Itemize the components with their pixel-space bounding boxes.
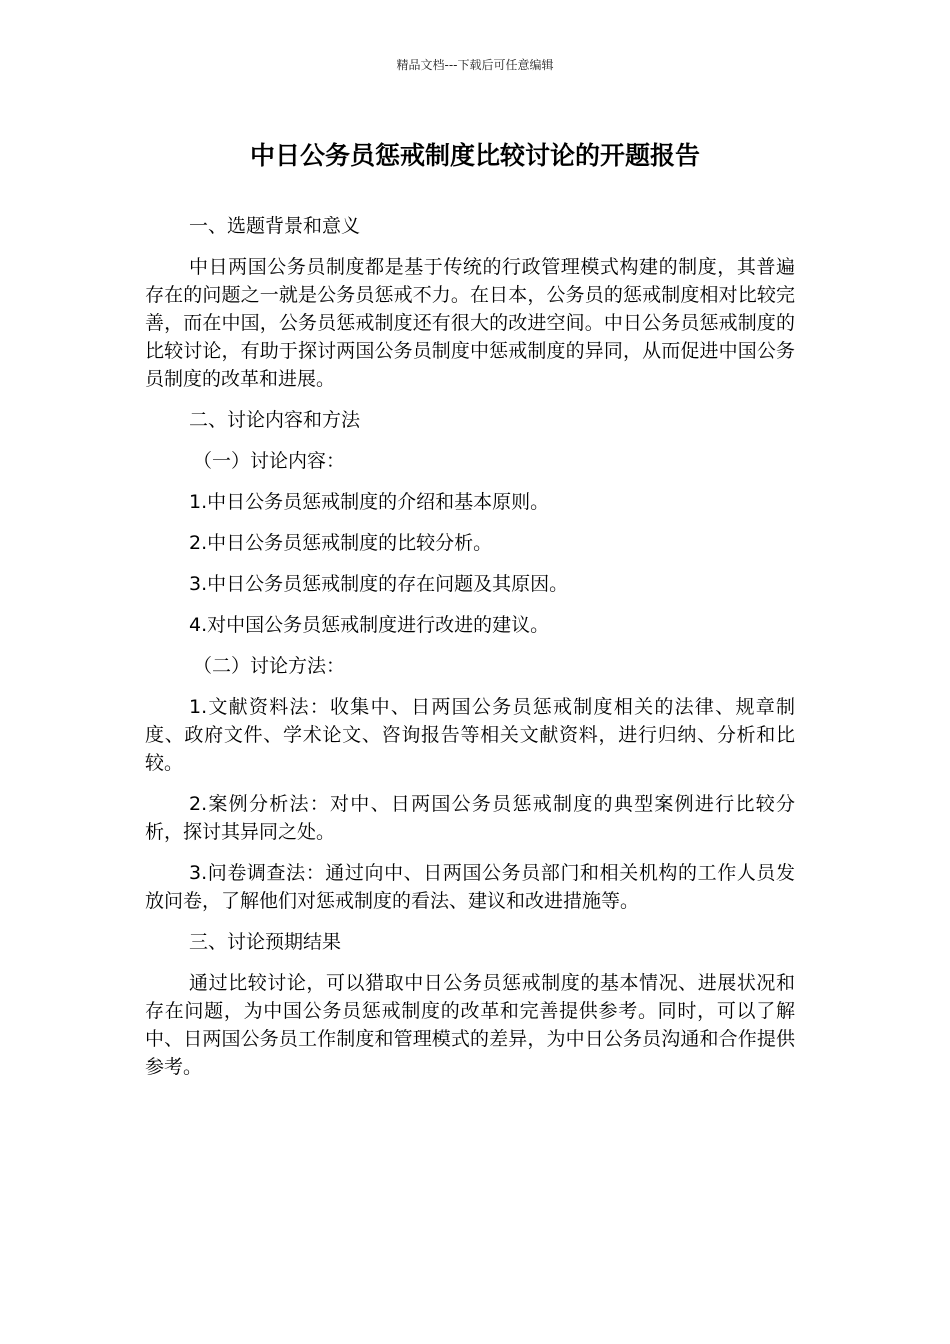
document-title: 中日公务员惩戒制度比较讨论的开题报告 [249, 141, 700, 170]
method-item-2: 2.案例分析法：对中、日两国公务员惩戒制度的典型案例进行比较分析，探讨其异同之处。 [145, 793, 795, 843]
method-item-3: 3.问卷调查法：通过向中、日两国公务员部门和相关机构的工作人员发放问卷，了解他们对惩戒制度的看法、建议和改进措施等。 [145, 862, 795, 912]
section-3-heading: 三、讨论预期结果 [189, 931, 342, 953]
section-1-paragraph: 中日两国公务员制度都是基于传统的行政管理模式构建的制度，其普遍存在的问题之一就是公务员惩戒不力。在日本，公务员的惩戒制度相对比较完善，而在中国，公务员惩戒制度还有很大的改进空间。中日公务员惩戒制度的比较讨论，有助于探讨两国公务员制度中惩戒制度的异同，从而促进中国公务员制度的改革和进展。 [145, 256, 795, 390]
page-header: 精品文档---下载后可任意编辑 [396, 58, 554, 72]
content-item-3: 3.中日公务员惩戒制度的存在问题及其原因。 [189, 573, 569, 595]
section-2-subheading-content: （一）讨论内容： [193, 450, 346, 472]
content-item-4: 4.对中国公务员惩戒制度进行改进的建议。 [189, 614, 550, 636]
content-item-1: 1.中日公务员惩戒制度的介绍和基本原则。 [189, 491, 550, 513]
section-1-heading: 一、选题背景和意义 [189, 215, 361, 237]
section-2-heading: 二、讨论内容和方法 [189, 409, 361, 431]
content-item-2: 2.中日公务员惩戒制度的比较分析。 [189, 532, 493, 554]
section-3-paragraph: 通过比较讨论，可以猎取中日公务员惩戒制度的基本情况、进展状况和存在问题，为中国公务员惩戒制度的改革和完善提供参考。同时，可以了解中、日两国公务员工作制度和管理模式的差异，为中日公务员沟通和合作提供参考。 [145, 972, 795, 1078]
method-item-1: 1.文献资料法：收集中、日两国公务员惩戒制度相关的法律、规章制度、政府文件、学术论文、咨询报告等相关文献资料，进行归纳、分析和比较。 [145, 696, 795, 774]
document-body [145, 212, 795, 1094]
section-2-subheading-methods: （二）讨论方法： [193, 655, 346, 677]
